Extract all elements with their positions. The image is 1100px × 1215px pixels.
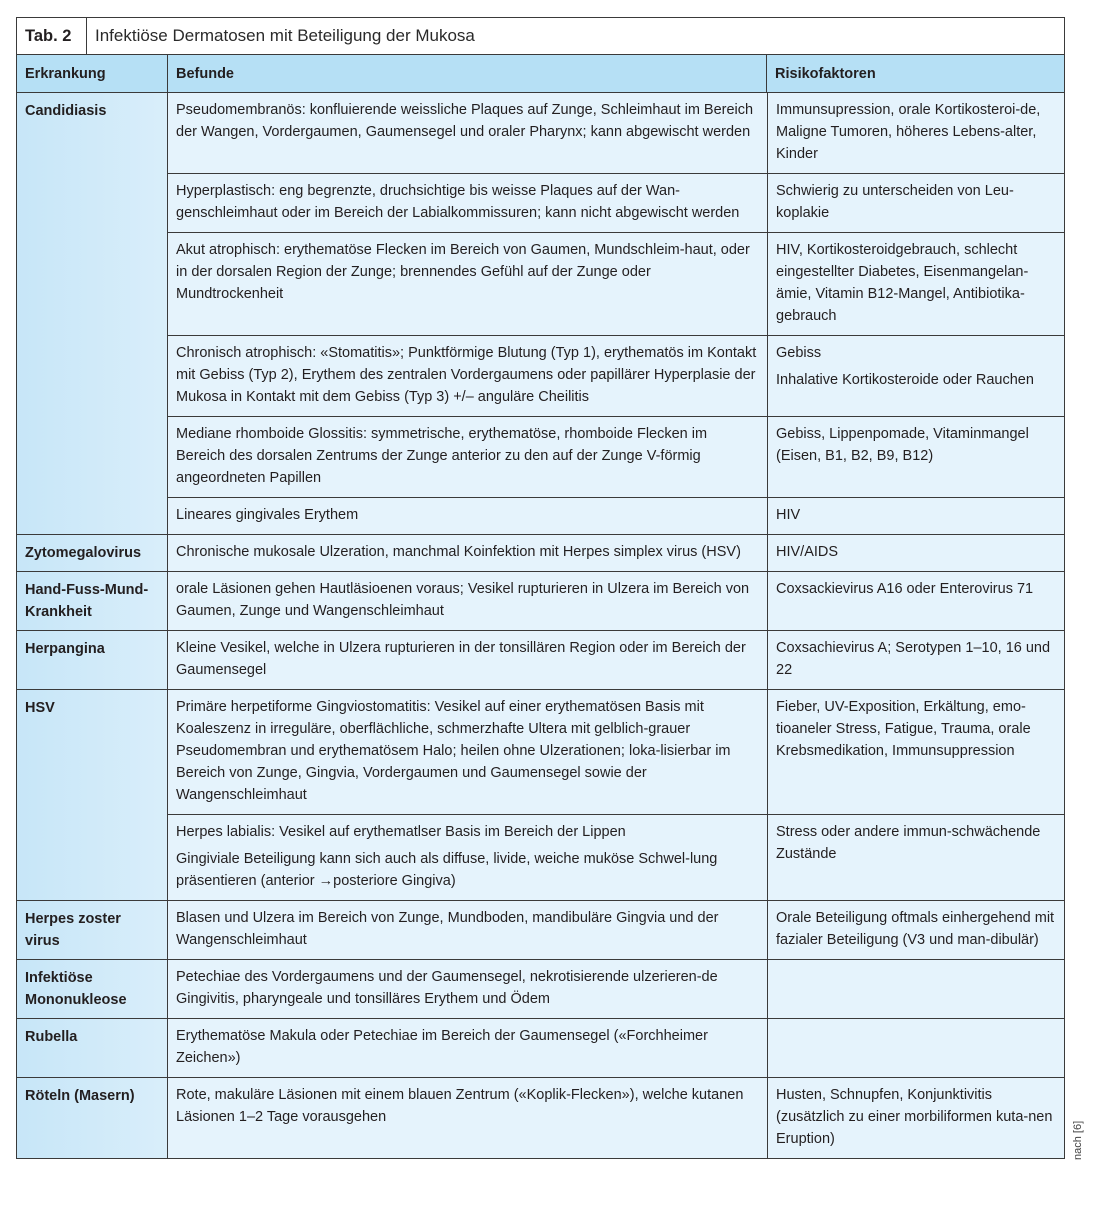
befunde-text: Hyperplastisch: eng begrenzte, druchsichtige bis weisse Plaques auf der Wan-genschleimhaut oder im Bereich der Labialkommissuren; kann nicht abgewischt werden	[176, 183, 740, 221]
befunde-cell	[168, 233, 767, 335]
risikofaktoren-cell	[767, 417, 1064, 497]
befunde-text: Mediane rhomboide Glossitis: symmetrische, erythematöse, rhomboide Flecken im Bereich des dorsalen Zentrums der Zunge anterior zu den auf der Zunge V-förmig angeordneten Papillen	[176, 426, 708, 486]
risikofaktoren-text: Fieber, UV-Exposition, Erkältung, emo-tioaneler Stress, Fatigue, Trauma, orale Krebsmedikation, Immunsuppression	[776, 699, 1031, 759]
table-row-group	[17, 901, 1064, 960]
risikofaktoren-text: Gebiss	[776, 345, 822, 361]
disease-subrows	[167, 93, 1064, 534]
table-row	[168, 416, 1064, 497]
befunde-text: Akut atrophisch: erythematöse Flecken im Bereich von Gaumen, Mundschleim-haut, oder in der dorsalen Region der Zunge; brennendes Gefühl auf der Zunge oder Mundtrockenheit	[176, 242, 750, 302]
disease-subrows	[167, 960, 1064, 1018]
table-row	[168, 631, 1064, 689]
column-header-risikofaktoren: Risikofaktoren	[766, 55, 1064, 92]
risikofaktoren-text: Orale Beteiligung oftmals einhergehend mit fazialer Beteiligung (V3 und man-dibulär)	[776, 910, 1055, 948]
risikofaktoren-text: Schwierig zu unterscheiden von Leu-koplakie	[776, 183, 1014, 221]
befunde-text: Lineares gingivales Erythem	[176, 507, 359, 523]
befunde-text: Herpes labialis: Vesikel auf erythematlser Basis im Bereich der Lippen	[176, 824, 626, 840]
risikofaktoren-text: Husten, Schnupfen, Konjunktivitis (zusätzlich zu einer morbiliformen kuta-nen Eruption)	[776, 1087, 1053, 1147]
risikofaktoren-text: Inhalative Kortikosteroide oder Rauchen	[776, 372, 1034, 388]
disease-subrows	[167, 1019, 1064, 1077]
table-row	[168, 690, 1064, 814]
disease-name: Herpangina	[17, 631, 167, 689]
befunde-text: Gingiviale Beteiligung kann sich auch als diffuse, livide, weiche muköse Schwel-lung präsentieren (anterior →posteriore Gingiva)	[176, 851, 718, 889]
risikofaktoren-cell	[767, 498, 1064, 534]
disease-name: Infektiöse Mononukleose	[17, 960, 167, 1018]
table-row-group	[17, 690, 1064, 901]
risikofaktoren-text: HIV, Kortikosteroidgebrauch, schlecht eingestellter Diabetes, Eisenmangelan-ämie, Vitamin B12-Mangel, Antibiotika-gebrauch	[776, 242, 1029, 324]
table-row	[168, 335, 1064, 416]
risikofaktoren-cell	[767, 1078, 1064, 1158]
befunde-text: Blasen und Ulzera im Bereich von Zunge, Mundboden, mandibuläre Gingvia und der Wangenschleimhaut	[176, 910, 719, 948]
befunde-text: Chronisch atrophisch: «Stomatitis»; Punktförmige Blutung (Typ 1), erythematös im Kontakt mit Gebiss (Typ 2), Erythem des zentralen Vordergaumens oder papillärer Hyperplasie der Mukosa in Kontakt mit dem Gebiss (Typ 3) +/– anguläre Cheilitis	[176, 345, 757, 405]
befunde-text: Erythematöse Makula oder Petechiae im Bereich der Gaumensegel («Forchheimer Zeichen»)	[176, 1028, 708, 1066]
risikofaktoren-cell	[767, 336, 1064, 416]
risikofaktoren-text: Coxsachievirus A; Serotypen 1–10, 16 und 22	[776, 640, 1051, 678]
risikofaktoren-cell	[767, 174, 1064, 232]
table-row	[168, 1078, 1064, 1158]
risikofaktoren-cell	[767, 535, 1064, 571]
befunde-cell	[168, 631, 767, 689]
table-label: Tab. 2	[17, 18, 87, 54]
risikofaktoren-text: Stress oder andere immun-schwächende Zustände	[776, 824, 1041, 862]
disease-subrows	[167, 1078, 1064, 1158]
table-title: Infektiöse Dermatosen mit Beteiligung der Mukosa	[95, 26, 475, 45]
risikofaktoren-text: HIV/AIDS	[776, 544, 839, 560]
table-row-group	[17, 93, 1064, 535]
table-row-group	[17, 960, 1064, 1019]
befunde-cell	[168, 815, 767, 900]
befunde-cell	[168, 336, 767, 416]
table-row	[168, 173, 1064, 232]
table-header-row	[17, 55, 1064, 93]
table-row	[168, 535, 1064, 571]
disease-subrows	[167, 631, 1064, 689]
disease-subrows	[167, 690, 1064, 900]
table-row-group	[17, 535, 1064, 572]
disease-subrows	[167, 572, 1064, 630]
disease-name: Candidiasis	[17, 93, 167, 534]
befunde-cell	[168, 1078, 767, 1158]
risikofaktoren-text: Coxsackievirus A16 oder Enterovirus 71	[776, 581, 1034, 597]
disease-subrows	[167, 901, 1064, 959]
table-infektioese-dermatosen	[16, 17, 1065, 1159]
table-row-group	[17, 572, 1064, 631]
column-header-befunde: Befunde	[167, 55, 766, 92]
risikofaktoren-cell	[767, 93, 1064, 173]
column-header-erkrankung: Erkrankung	[25, 65, 106, 82]
befunde-text: orale Läsionen gehen Hautläsioenen voraus; Vesikel rupturieren in Ulzera im Bereich von Gaumen, Zunge und Wangenschleimhaut	[176, 581, 750, 619]
risikofaktoren-cell	[767, 901, 1064, 959]
risikofaktoren-cell	[767, 572, 1064, 630]
befunde-text: Petechiae des Vordergaumens und der Gaumensegel, nekrotisierende ulzerieren-de Gingivitis, pharyngeale und tonsilläres Erythem und Ödem	[176, 969, 718, 1007]
table-body	[17, 93, 1064, 1158]
risikofaktoren-cell	[767, 233, 1064, 335]
disease-subrows	[167, 535, 1064, 571]
befunde-cell	[168, 690, 767, 814]
befunde-text: Rote, makuläre Läsionen mit einem blauen Zentrum («Koplik-Flecken»), welche kutanen Läsionen 1–2 Tage vorausgehen	[176, 1087, 744, 1125]
disease-name: Hand-Fuss-Mund-Krankheit	[17, 572, 167, 630]
befunde-cell	[168, 535, 767, 571]
table-row-group	[17, 631, 1064, 690]
table-row	[168, 93, 1064, 173]
disease-name: Rubella	[17, 1019, 167, 1077]
befunde-cell	[168, 93, 767, 173]
table-row	[168, 232, 1064, 335]
befunde-cell	[168, 960, 767, 1018]
table-row-group	[17, 1078, 1064, 1158]
befunde-cell	[168, 498, 767, 534]
table-row	[168, 572, 1064, 630]
risikofaktoren-cell	[767, 1019, 1064, 1077]
risikofaktoren-cell	[767, 960, 1064, 1018]
table-row	[168, 1019, 1064, 1077]
table-row	[168, 960, 1064, 1018]
risikofaktoren-text: Immunsupression, orale Kortikosteroi-de, Maligne Tumoren, höheres Lebens-alter, Kinder	[776, 102, 1041, 162]
befunde-text: Pseudomembranös: konfluierende weissliche Plaques auf Zunge, Schleimhaut im Bereich der Wangen, Vordergaumen, Gaumensegel und oraler Pharynx; kann abgewischt werden	[176, 102, 754, 140]
source-note: nach [6]	[1072, 1120, 1084, 1160]
table-row-group	[17, 1019, 1064, 1078]
risikofaktoren-text: Gebiss, Lippenpomade, Vitaminmangel (Eisen, B1, B2, B9, B12)	[776, 426, 1029, 464]
disease-name: Zytomegalovirus	[17, 535, 167, 571]
disease-name: Röteln (Masern)	[17, 1078, 167, 1158]
risikofaktoren-cell	[767, 690, 1064, 814]
befunde-cell	[168, 417, 767, 497]
befunde-cell	[168, 901, 767, 959]
disease-name: HSV	[17, 690, 167, 900]
befunde-text: Primäre herpetiforme Gingviostomatitis: Vesikel auf einer erythematösen Basis mit Koaleszenz in irreguläre, oberflächliche, schmerzhafte Ultera mit gelblich-grauer Pseudomembran und erythematösem Halo; heilen ohne Ulzerationen; loka-lisierbar im Bereich von Zunge, Gingvia, Vordergaumen und Gaumensegel sowie der Wangenschleimhaut	[176, 699, 731, 803]
befunde-text: Kleine Vesikel, welche in Ulzera rupturieren in der tonsillären Region oder im Bereich der Gaumensegel	[176, 640, 746, 678]
table-row	[168, 497, 1064, 534]
befunde-text: Chronische mukosale Ulzeration, manchmal Koinfektion mit Herpes simplex virus (HSV)	[176, 544, 741, 560]
table-title-row	[17, 18, 1064, 55]
befunde-cell	[168, 1019, 767, 1077]
disease-name: Herpes zoster virus	[17, 901, 167, 959]
risikofaktoren-text: HIV	[776, 507, 801, 523]
risikofaktoren-cell	[767, 631, 1064, 689]
table-row	[168, 814, 1064, 900]
befunde-cell	[168, 572, 767, 630]
risikofaktoren-cell	[767, 815, 1064, 900]
table-row	[168, 901, 1064, 959]
befunde-cell	[168, 174, 767, 232]
